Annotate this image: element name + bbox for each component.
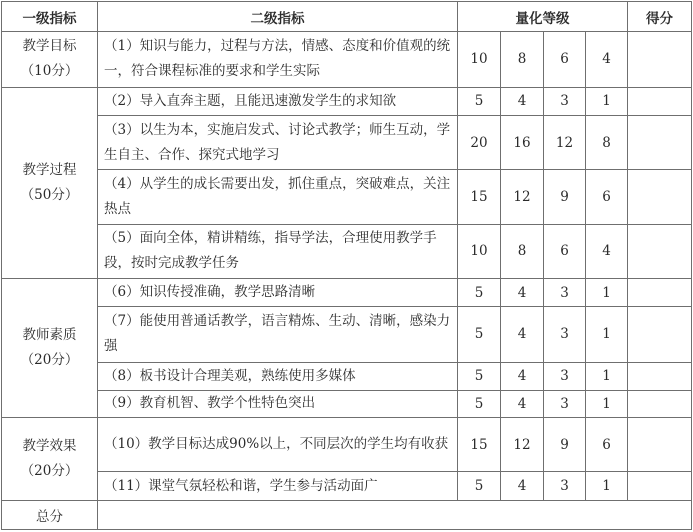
indicator-text: （1）知识与能力，过程与方法，情感、态度和价值观的统一，符合课程标准的要求和学生实际 (98, 32, 458, 87)
table-row (2, 472, 692, 500)
table-row (2, 418, 692, 472)
score-cell[interactable] (628, 472, 692, 500)
score-cell[interactable] (628, 87, 692, 115)
grade-value: 1 (586, 279, 628, 307)
indicator-text: （11）课堂气氛轻松和谐，学生参与活动面广 (98, 472, 458, 500)
group-points: （50分） (20, 186, 79, 203)
grade-value: 4 (501, 362, 544, 390)
table-row (2, 32, 692, 87)
grade-value: 8 (501, 224, 544, 278)
grade-value: 4 (501, 307, 544, 362)
score-cell[interactable] (628, 115, 692, 169)
table-row (2, 115, 692, 169)
grade-value: 5 (458, 472, 501, 500)
group-name: 教学效果 (22, 437, 77, 454)
grade-value: 6 (586, 418, 628, 472)
grade-value: 3 (544, 307, 586, 362)
score-cell[interactable] (628, 362, 692, 390)
score-cell[interactable] (628, 390, 692, 417)
grade-value: 4 (501, 472, 544, 500)
grade-value: 4 (586, 32, 628, 87)
evaluation-table (1, 1, 692, 530)
grade-value: 10 (458, 32, 501, 87)
grade-value: 3 (544, 390, 586, 417)
group-points: （20分） (20, 462, 79, 479)
indicator-text: （6）知识传授准确，教学思路清晰 (98, 279, 458, 307)
grade-value: 16 (501, 115, 544, 169)
grade-value: 5 (458, 87, 501, 115)
grade-value: 5 (458, 362, 501, 390)
group-cell (2, 279, 98, 418)
score-cell[interactable] (628, 224, 692, 278)
grade-value: 5 (458, 390, 501, 417)
grade-value: 5 (458, 307, 501, 362)
indicator-text: （8）板书设计合理美观，熟练使用多媒体 (98, 362, 458, 390)
score-cell[interactable] (628, 279, 692, 307)
header-quant: 量化等级 (458, 2, 628, 32)
group-cell (2, 87, 98, 278)
indicator-text: （4）从学生的成长需要出发，抓住重点，突破难点，关注热点 (98, 170, 458, 224)
indicator-text: （2）导入直奔主题，且能迅速激发学生的求知欲 (98, 87, 458, 115)
table-row (2, 87, 692, 115)
score-cell[interactable] (628, 170, 692, 224)
group-cell (2, 32, 98, 87)
header-level1: 一级指标 (2, 2, 98, 32)
total-label: 总分 (2, 500, 98, 529)
indicator-text: （5）面向全体，精讲精练，指导学法，合理使用教学手段，按时完成教学任务 (98, 224, 458, 278)
indicator-text: （9）教育机智、教学个性特色突出 (98, 390, 458, 417)
group-points: （10分） (20, 63, 79, 80)
table-row (2, 307, 692, 362)
grade-value: 15 (458, 170, 501, 224)
grade-value: 15 (458, 418, 501, 472)
indicator-text: （10）教学目标达成90%以上，不同层次的学生均有收获 (98, 418, 458, 472)
table-row (2, 224, 692, 278)
grade-value: 1 (586, 472, 628, 500)
grade-value: 12 (501, 170, 544, 224)
grade-value: 3 (544, 472, 586, 500)
grade-value: 6 (544, 224, 586, 278)
grade-value: 5 (458, 279, 501, 307)
table-row (2, 390, 692, 417)
group-name: 教师素质 (22, 327, 77, 344)
table-row (2, 279, 692, 307)
header-row (2, 2, 692, 32)
grade-value: 12 (501, 418, 544, 472)
table-row (2, 170, 692, 224)
grade-value: 4 (586, 224, 628, 278)
total-row (2, 500, 692, 529)
table-row (2, 362, 692, 390)
total-value-cell[interactable] (98, 500, 692, 529)
grade-value: 4 (501, 279, 544, 307)
grade-value: 8 (586, 115, 628, 169)
indicator-text: （3）以生为本，实施启发式、讨论式教学；师生互动，学生自主、合作、探究式地学习 (98, 115, 458, 169)
grade-value: 4 (501, 87, 544, 115)
grade-value: 4 (501, 390, 544, 417)
grade-value: 12 (544, 115, 586, 169)
score-cell[interactable] (628, 418, 692, 472)
grade-value: 6 (586, 170, 628, 224)
group-name: 教学过程 (22, 161, 77, 178)
grade-value: 1 (586, 390, 628, 417)
score-cell[interactable] (628, 307, 692, 362)
grade-value: 3 (544, 87, 586, 115)
grade-value: 8 (501, 32, 544, 87)
grade-value: 3 (544, 279, 586, 307)
grade-value: 10 (458, 224, 501, 278)
grade-value: 9 (544, 170, 586, 224)
group-cell (2, 418, 98, 501)
grade-value: 1 (586, 307, 628, 362)
group-points: （20分） (20, 352, 79, 369)
header-score: 得分 (628, 2, 692, 32)
group-name: 教学目标 (22, 38, 77, 55)
grade-value: 1 (586, 87, 628, 115)
header-level2: 二级指标 (98, 2, 458, 32)
grade-value: 6 (544, 32, 586, 87)
score-cell[interactable] (628, 32, 692, 87)
grade-value: 3 (544, 362, 586, 390)
indicator-text: （7）能使用普通话教学，语言精炼、生动、清晰，感染力强 (98, 307, 458, 362)
grade-value: 9 (544, 418, 586, 472)
grade-value: 20 (458, 115, 501, 169)
grade-value: 1 (586, 362, 628, 390)
